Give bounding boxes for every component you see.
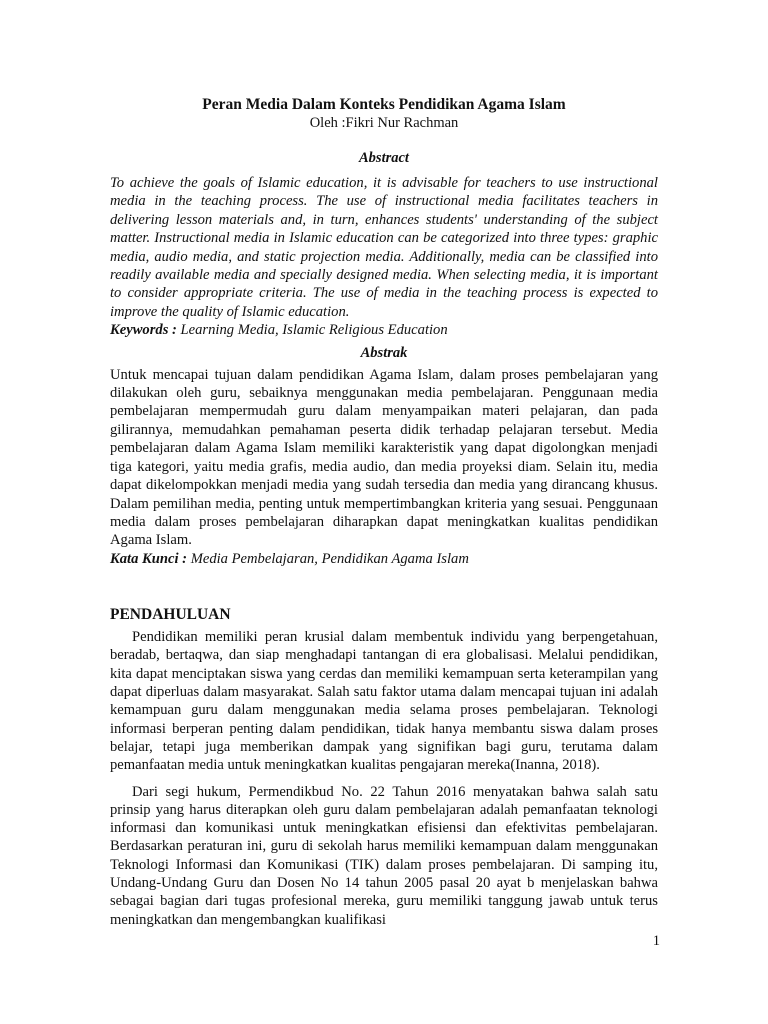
kata-kunci-label: Kata Kunci : bbox=[110, 550, 188, 567]
abstrak-text: Untuk mencapai tujuan dalam pendidikan Agama Islam, dalam proses pembelajaran yang dilakukan oleh guru, sebaiknya menggunakan media pembelajaran. Penggunaan media pembelajaran mempermudah guru dalam menyampaikan materi pelajaran, dan pada gilirannya, memudahkan pemahaman peserta didik terhadap pelajaran tersebut. Media pembelajaran dalam Agama Islam memiliki karakteristik yang dapat digolongkan menjadi tiga kategori, yaitu media grafis, media audio, dan media proyeksi diam. Selain itu, media dapat dikelompokkan menjadi media yang sudah tersedia dan media yang dirancang khusus. Dalam pemilihan media, penting untuk mempertimbangkan kriteria yang sesuai. Penggunaan media dalam proses pembelajaran diharapkan dapat meningkatkan kualitas pendidikan Agama Islam. bbox=[110, 366, 658, 549]
paper-author: Oleh :Fikri Nur Rachman bbox=[309, 115, 459, 131]
body-paragraph: Pendidikan memiliki peran krusial dalam membentuk individu yang berpengetahuan, beradab, bertaqwa, dan siap menghadapi tantangan di era globalisasi. Melalui pendidikan, kita dapat menciptakan siswa yang cerdas dan memiliki kemampuan serta keterampilan yang dapat diperluas dalam masyarakat. Salah satu faktor utama dalam mencapai tujuan ini adalah kemampuan guru dalam menggunakan media selama proses pembelajaran. Teknologi informasi berperan penting dalam pendidikan, tidak hanya membantu siswa dalam proses belajar, tetapi juga memberikan dampak yang signifikan bagi guru, terutama dalam pemanfaatan media untuk meningkatkan kualitas pengajaran mereka(Inanna, 2018). bbox=[110, 629, 658, 774]
keywords-value: Learning Media, Islamic Religious Education bbox=[176, 322, 448, 339]
abstrak-heading: Abstrak bbox=[360, 344, 408, 361]
paper-title: Peran Media Dalam Konteks Pendidikan Agama Islam bbox=[202, 96, 566, 113]
paper-page bbox=[110, 96, 658, 937]
section-heading: PENDAHULUAN bbox=[110, 606, 231, 624]
abstract-text: To achieve the goals of Islamic education, it is advisable for teachers to use instructional media in the teaching process. The use of instructional media facilitates teachers in delivering lesson materials and, in turn, enhances students' understanding of the subject matter. Instructional media in Islamic education can be categorized into three types: graphic media, audio media, and static projection media. Additionally, media can be classified into readily available media and specially designed media. When selecting media, it is important to consider appropriate criteria. The use of media in the teaching process is expected to improve the quality of Islamic education. bbox=[110, 175, 658, 320]
keywords-label: Keywords : bbox=[110, 322, 177, 339]
page-number: 1 bbox=[652, 933, 660, 949]
keywords-line bbox=[110, 321, 658, 339]
abstract-heading: Abstract bbox=[359, 150, 409, 166]
kata-kunci-value: Media Pembelajaran, Pendidikan Agama Islam bbox=[187, 550, 469, 567]
kata-kunci-line bbox=[110, 550, 658, 568]
body-paragraph: Dari segi hukum, Permendikbud No. 22 Tahun 2016 menyatakan bahwa salah satu prinsip yang harus diterapkan oleh guru dalam pembelajaran adalah pemanfaatan teknologi informasi dan komunikasi untuk meningkatkan efisiensi dan efektivitas pembelajaran. Berdasarkan peraturan ini, guru di sekolah harus memiliki kemampuan dalam menggunakan Teknologi Informasi dan Komunikasi (TIK) dalam proses pembelajaran. Di samping itu, Undang-Undang Guru dan Dosen No 14 tahun 2005 pasal 20 ayat b menjelaskan bahwa sebagai bagian dari tugas profesional mereka, guru memiliki tanggung jawab untuk terus meningkatkan dan mengembangkan kualifikasi bbox=[110, 783, 658, 928]
